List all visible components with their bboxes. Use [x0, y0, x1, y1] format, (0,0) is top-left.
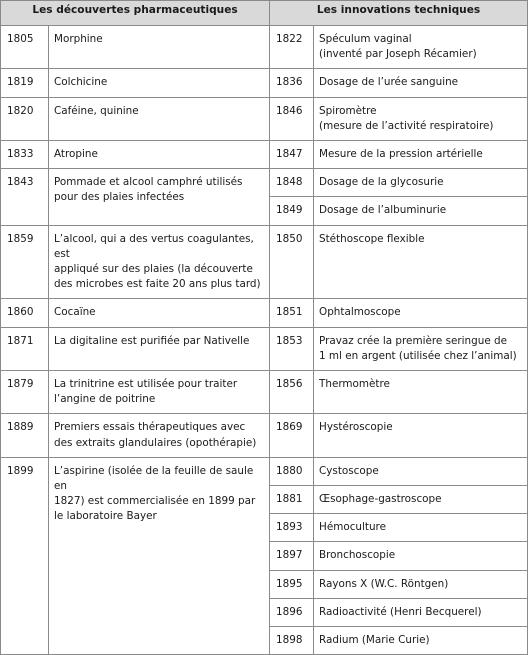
tech-year: 1880 [270, 457, 314, 485]
tech-year: 1848 [270, 169, 314, 197]
pharma-year: 1871 [1, 327, 49, 370]
tech-year: 1836 [270, 69, 314, 97]
tech-year: 1853 [270, 327, 314, 370]
tech-text: Ophtalmoscope [314, 299, 528, 327]
header-row [1, 1, 528, 26]
pharma-text: La digitaline est purifiée par Nativelle [49, 327, 270, 370]
pharma-year: 1820 [1, 97, 49, 140]
pharma-year: 1805 [1, 26, 49, 69]
table-row [1, 414, 528, 457]
tech-text: Pravaz crée la première seringue de 1 ml en argent (utilisée chez l’animal) [314, 327, 528, 370]
pharma-year: 1889 [1, 414, 49, 457]
table-row [1, 225, 528, 299]
tech-text: Hémoculture [314, 514, 528, 542]
pharma-text: L’alcool, qui a des vertus coagulantes, est appliqué sur des plaies (la découverte des microbes est faite 20 ans plus tard) [49, 225, 270, 299]
tech-text: Œsophage-gastroscope [314, 486, 528, 514]
tech-year: 1869 [270, 414, 314, 457]
pharma-text: La trinitrine est utilisée pour traiter l’angine de poitrine [49, 371, 270, 414]
table-row [1, 26, 528, 69]
header-pharma: Les découvertes pharmaceutiques [1, 1, 270, 26]
tech-text: Spéculum vaginal (inventé par Joseph Récamier) [314, 26, 528, 69]
table-row [1, 97, 528, 140]
tech-year: 1849 [270, 197, 314, 225]
tech-text: Radium (Marie Curie) [314, 627, 528, 655]
pharma-text: Cocaïne [49, 299, 270, 327]
tech-text: Bronchoscopie [314, 542, 528, 570]
tech-text: Spiromètre (mesure de l’activité respiratoire) [314, 97, 528, 140]
pharma-text: Pommade et alcool camphré utilisés pour des plaies infectées [49, 169, 270, 225]
table-row [1, 69, 528, 97]
tech-text: Rayons X (W.C. Röntgen) [314, 570, 528, 598]
tech-year: 1893 [270, 514, 314, 542]
tech-text: Dosage de l’urée sanguine [314, 69, 528, 97]
table-row [1, 371, 528, 414]
tech-text: Dosage de l’albuminurie [314, 197, 528, 225]
pharma-text: Colchicine [49, 69, 270, 97]
pharma-text: Atropine [49, 141, 270, 169]
pharma-year: 1860 [1, 299, 49, 327]
pharma-year: 1843 [1, 169, 49, 225]
table-row [1, 141, 528, 169]
pharma-year: 1833 [1, 141, 49, 169]
tech-year: 1896 [270, 598, 314, 626]
tech-year: 1822 [270, 26, 314, 69]
table-row [1, 299, 528, 327]
tech-text: Mesure de la pression artérielle [314, 141, 528, 169]
pharma-year: 1859 [1, 225, 49, 299]
tech-year: 1897 [270, 542, 314, 570]
table-row [1, 457, 528, 485]
tech-year: 1851 [270, 299, 314, 327]
tech-text: Dosage de la glycosurie [314, 169, 528, 197]
pharma-year: 1879 [1, 371, 49, 414]
tech-year: 1847 [270, 141, 314, 169]
tech-text: Cystoscope [314, 457, 528, 485]
tech-text: Stéthoscope flexible [314, 225, 528, 299]
pharma-text: Premiers essais thérapeutiques avec des extraits glandulaires (opothérapie) [49, 414, 270, 457]
tech-year: 1850 [270, 225, 314, 299]
tech-year: 1856 [270, 371, 314, 414]
pharma-text: Morphine [49, 26, 270, 69]
table-row [1, 327, 528, 370]
pharma-year: 1819 [1, 69, 49, 97]
tech-year: 1846 [270, 97, 314, 140]
pharma-text: Caféine, quinine [49, 97, 270, 140]
pharma-year: 1899 [1, 457, 49, 654]
tech-text: Thermomètre [314, 371, 528, 414]
tech-text: Hystéroscopie [314, 414, 528, 457]
table-row [1, 169, 528, 197]
tech-year: 1898 [270, 627, 314, 655]
pharma-text: L’aspirine (isolée de la feuille de saule en 1827) est commercialisée en 1899 par le laboratoire Bayer [49, 457, 270, 654]
tech-year: 1881 [270, 486, 314, 514]
header-tech: Les innovations techniques [270, 1, 528, 26]
tech-year: 1895 [270, 570, 314, 598]
tech-text: Radioactivité (Henri Becquerel) [314, 598, 528, 626]
